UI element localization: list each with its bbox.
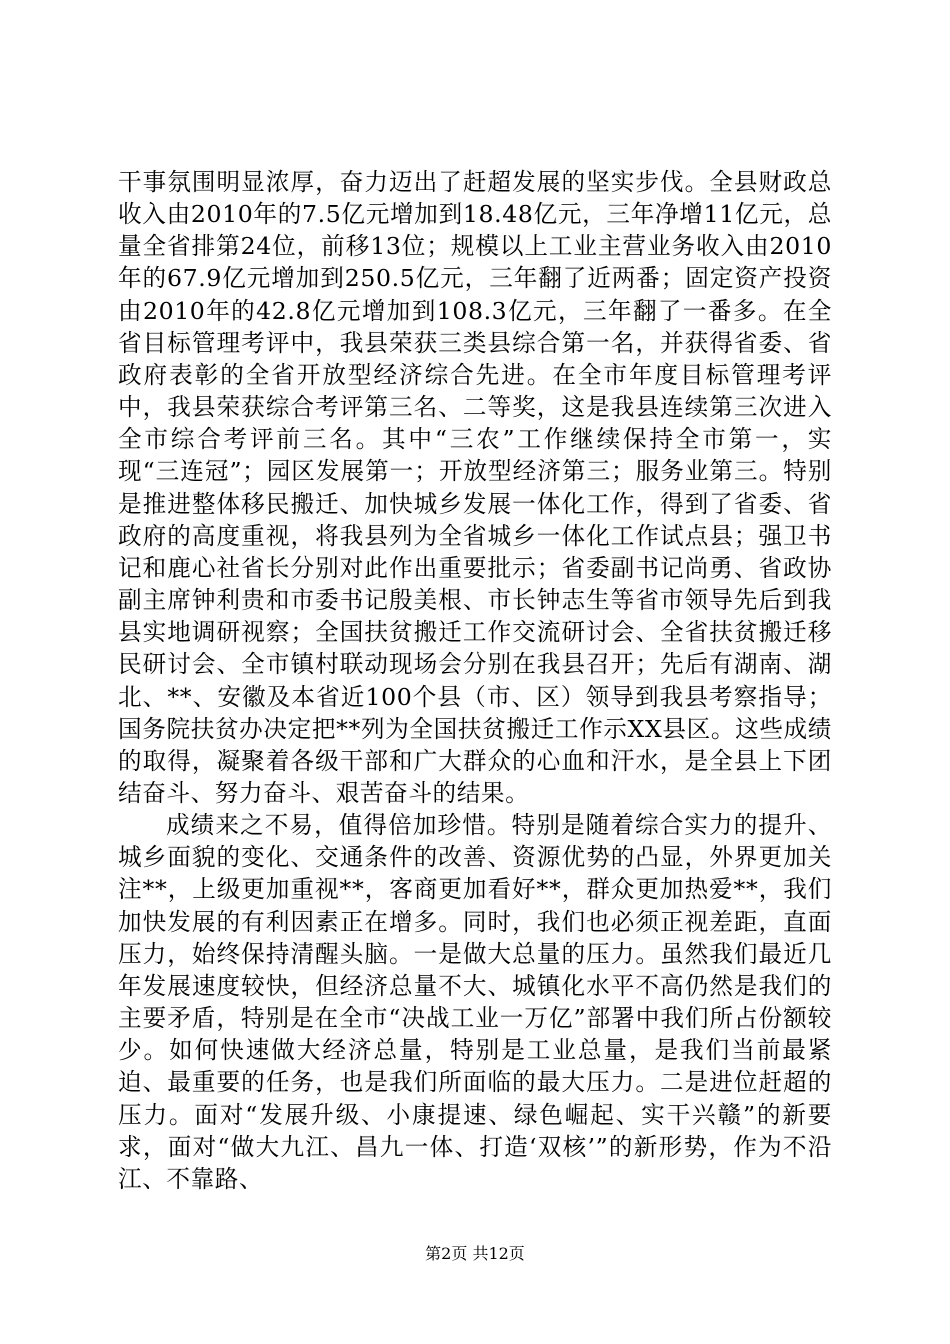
paragraph-1: 干事氛围明显浓厚，奋力迈出了赶超发展的坚实步伐。全县财政总收入由2010年的7.5亿元增加到18.48亿元，三年净增11亿元，总量全省排第24位，前移13位；规模以上工业主营业务收入由2010年的67.9亿元增加到250.5亿元，三年翻了近两番；固定资产投资由2010年的42.8亿元增加到108.3亿元，三年翻了一番多。在全省目标管理考评中，我县荣获三类县综合第一名，并获得省委、省政府表彰的全省开放型经济综合先进。在全市年度目标管理考评中，我县荣获综合考评第三名、二等奖，这是我县连续第三次进入全市综合考评前三名。其中“三农”工作继续保持全市第一，实现“三连冠”；园区发展第一；开放型经济第三；服务业第三。特别是推进整体移民搬迁、加快城乡发展一体化工作，得到了省委、省政府的高度重视，将我县列为全省城乡一体化工作试点县；强卫书记和鹿心社省长分别对此作出重要批示；省委副书记尚勇、省政协副主席钟利贵和市委书记殷美根、市长钟志生等省市领导先后到我县实地调研视察；全国扶贫搬迁工作交流研讨会、全省扶贫搬迁移民研讨会、全市镇村联动现场会分别在我县召开；先后有湖南、湖北、**、安徽及本省近100个县（市、区）领导到我县考察指导；国务院扶贫办决定把**列为全国扶贫搬迁工作示XX县区。这些成绩的取得，凝聚着各级干部和广大群众的心血和汗水，是全县上下团结奋斗、努力奋斗、艰苦奋斗的结果。	[118, 168, 832, 807]
paragraph-2: 成绩来之不易，值得倍加珍惜。特别是随着综合实力的提升、城乡面貌的变化、交通条件的改善、资源优势的凸显，外界更加关注**，上级更加重视**，客商更加看好**，群众更加热爱**，我们加快发展的有利因素正在增多。同时，我们也必须正视差距，直面压力，始终保持清醒头脑。一是做大总量的压力。虽然我们最近几年发展速度较快，但经济总量不大、城镇化水平不高仍然是我们的主要矛盾，特别是在全市“决战工业一万亿”部署中我们所占份额较少。如何快速做大经济总量，特别是工业总量，是我们当前最紧迫、最重要的任务，也是我们所面临的最大压力。二是进位赶超的压力。面对“发展升级、小康提速、绿色崛起、实干兴赣”的新要求，面对“做大九江、昌九一体、打造‘双核’”的新形势，作为不沿江、不靠路、	[118, 811, 832, 1193]
body-text	[118, 166, 832, 1195]
page-footer: 第2页 共12页	[425, 1244, 525, 1263]
